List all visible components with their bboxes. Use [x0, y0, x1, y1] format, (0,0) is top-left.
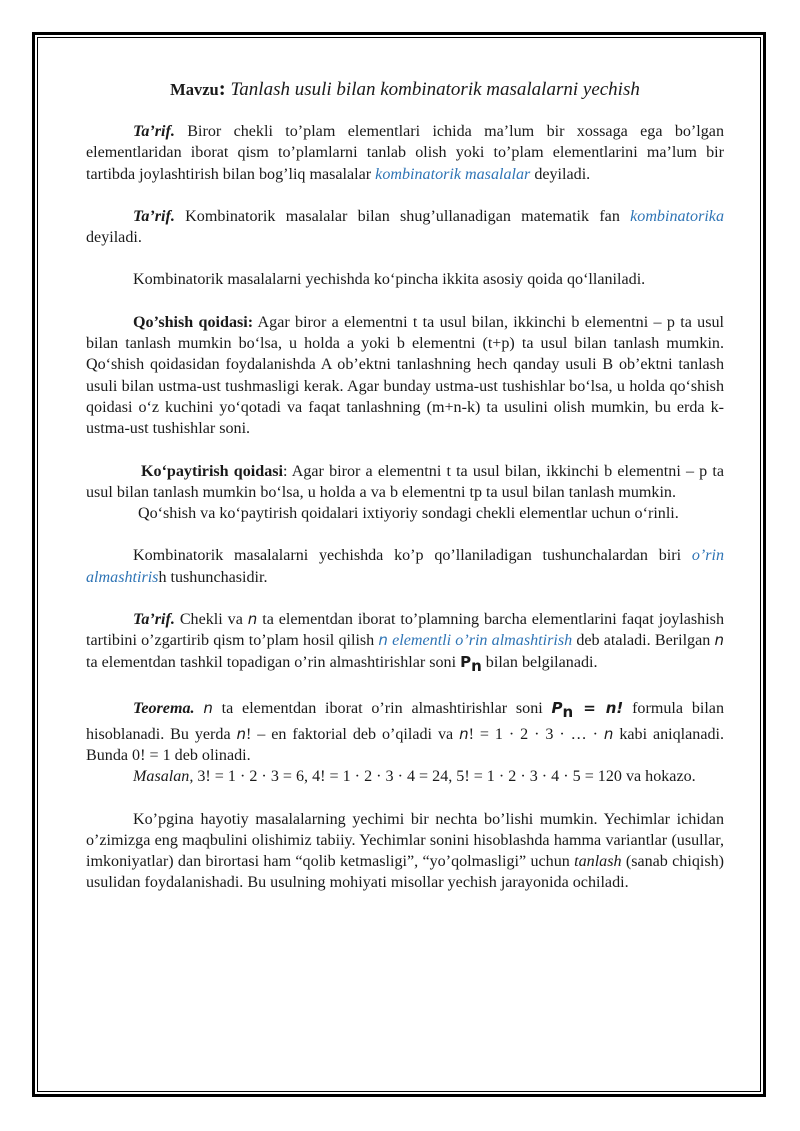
paragraph-tail: (sanab chiqish) usulidan foydalanishadi. Bu usulning mohiyati misollar yechish jarayonida ochiladi.: [86, 853, 725, 892]
rules-intro-paragraph: [86, 269, 724, 290]
paragraph-text: ta elementdan tashkil topadigan o’rin almashtirishlar soni: [86, 653, 461, 671]
highlighted-term: elementli o’rin almashtirish: [387, 632, 573, 650]
paragraph-text: ta elementdan iborat to’plamning barcha elementlarini faqat joylashish tartibini o’zgartirib qism to’plam hosil qilish: [86, 611, 724, 650]
document-page: [86, 76, 724, 894]
definition-term: Ta’rif.: [133, 611, 175, 629]
emphasized-term: tanlash: [574, 853, 622, 871]
math-n: n: [714, 631, 724, 650]
definition-paragraph-2: [86, 206, 724, 249]
paragraph-text: : Agar biror a elementni t ta usul bilan, ikkinchi b elementni – p ta usul bilan tanlash mumkin boʻlsa, u holda a va b elementni tp ta usul bilan tanlash mumkin.: [86, 462, 724, 501]
rule-term: Koʻpaytirish qoidasi: [141, 462, 283, 480]
math-n: n: [459, 724, 469, 743]
math-formula-rest: = n!: [573, 699, 624, 718]
paragraph-text: Kombinatorik masalalar bilan shug’ullanadigan matematik fan: [174, 207, 631, 225]
document-title: [86, 76, 724, 102]
math-p-symbol: P: [460, 652, 472, 671]
title-topic: Tanlash usuli bilan kombinatorik masalalarni yechish: [230, 79, 640, 100]
math-n: n: [603, 724, 614, 743]
math-n: n: [203, 699, 213, 718]
paragraph-text: 3! = 1 · 2 · 3 = 6, 4! = 1 · 2 · 3 · 4 = 24, 5! = 1 · 2 · 3 · 4 · 5 = 120 va hokazo.: [193, 768, 696, 786]
math-n: n: [236, 724, 247, 743]
paragraph-tail: deyiladi.: [86, 229, 142, 247]
title-label: Mavzu: [170, 80, 219, 99]
theorem-paragraph: [86, 698, 724, 766]
paragraph-text: Agar biror a elementni t ta usul bilan, ikkinchi b elementni – p ta usul bilan tanlash mumkin boʻlsa, u holda a yoki b elementni (t+p) ta usul bilan tanlash mumkin. Qoʻshish qoidasidan foydalanishda A ob’ektni tanlashning hech qanday usuli B ob’ektni tanlash usuli bilan ustma-ust tushmasligi kerak. Agar bunday ustma-ust tushishlar boʻlsa, u holda qoʻshish qoidasi oʻz kuchini yoʻqotadi va faqat tanlashning (m+n-k) ta usulini olish mumkin, bu erda k-ustma-ust tushishlar soni.: [86, 313, 724, 438]
paragraph-text: Qoʻshish va koʻpaytirish qoidalari ixtiyoriy sondagi chekli elementlar uchun oʻrinli.: [138, 505, 679, 523]
math-subscript: n: [471, 656, 482, 675]
definition-term: Ta’rif.: [133, 123, 175, 140]
paragraph-text: ! = 1 · 2 · 3 · … ·: [468, 725, 604, 743]
permutation-intro-paragraph: [86, 545, 724, 588]
paragraph-text: ta elementdan iborat o’rin almashtirishlar soni: [212, 700, 552, 718]
paragraph-text: formula bilan hisoblanadi. Bu yerda: [86, 700, 724, 743]
definition-term: Ta’rif.: [133, 207, 175, 225]
multiplication-rule-paragraph: [86, 461, 724, 504]
math-n: n: [247, 610, 258, 629]
paragraph-text: Biror chekli to’plam elementlari ichida ma’lum bir xossaga ega bo’lgan elementlaridan iborat qism to’plamlarni tanlab olish yoki to’plam elementlarini ma’lum bir tartibda joylashtirish bilan bog’liq masalalar: [86, 123, 724, 183]
theorem-term: Teorema.: [133, 700, 195, 718]
paragraph-text: deb ataladi. Berilgan: [572, 632, 715, 650]
example-lead: Masalan,: [133, 768, 194, 786]
example-paragraph: [86, 766, 724, 787]
title-colon: :: [218, 76, 226, 100]
paragraph-tail: h tushunchasidir.: [158, 568, 268, 586]
paragraph-text: kabi aniqlanadi. Bunda 0! = 1 deb olinadi.: [86, 725, 725, 764]
rule-term: Qo’shish qoidasi:: [133, 313, 254, 331]
definition-paragraph-1: [86, 121, 724, 185]
highlighted-term: o’rin almashtiris: [86, 547, 724, 586]
math-subscript: n: [562, 703, 574, 722]
selection-method-paragraph: [86, 809, 724, 894]
paragraph-text: Chekli va: [174, 611, 248, 629]
rules-validity-paragraph: [86, 503, 724, 524]
paragraph-text: Kombinatorik masalalarni yechishda koʻpincha ikkita asosiy qoida qoʻllaniladi.: [133, 271, 646, 289]
math-formula-p: P: [551, 699, 563, 718]
math-n: n: [378, 631, 388, 650]
highlighted-term: kombinatorik masalalar: [375, 165, 531, 183]
highlighted-term: kombinatorika: [630, 207, 724, 225]
paragraph-text: bilan belgilanadi.: [481, 653, 598, 671]
permutation-definition-paragraph: [86, 609, 724, 677]
addition-rule-paragraph: [86, 312, 724, 440]
paragraph-text: Ko’pgina hayotiy masalalarning yechimi bir nechta bo’lishi mumkin. Yechimlar ichidan o’zimizga eng maqbulini olishimiz tabiiy. Yechimlar sonini hisoblashda hamma variantlar (usullar, imkoniyatlar) dan birortasi ham “qolib ketmasligi”, “yo’qolmasligi” uchun: [86, 810, 724, 871]
paragraph-text: Kombinatorik masalalarni yechishda ko’p qo’llaniladigan tushunchalardan biri: [133, 547, 692, 565]
paragraph-text: ! – en faktorial deb o’qiladi va: [246, 725, 460, 743]
paragraph-tail: deyiladi.: [530, 165, 591, 183]
